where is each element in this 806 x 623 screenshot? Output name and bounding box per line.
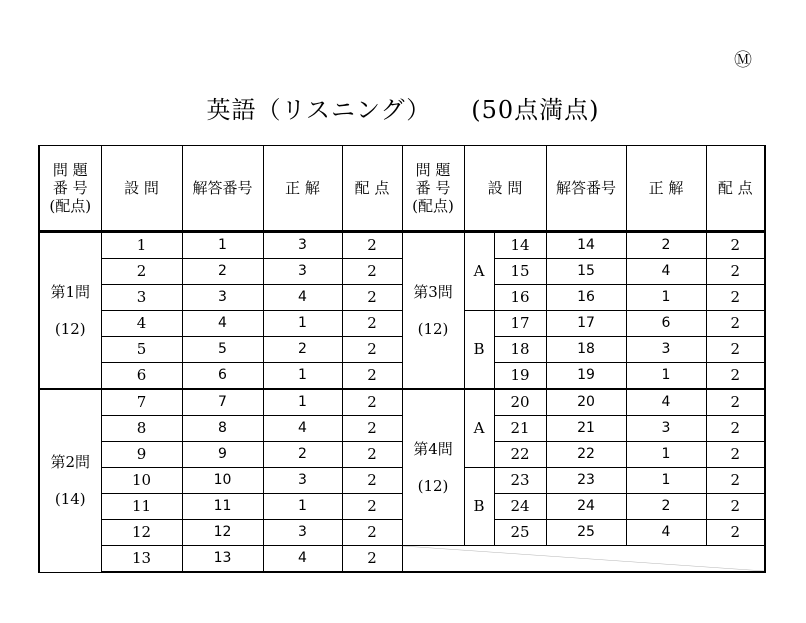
answer-number: 6 [182,363,263,390]
question-number: 6 [101,363,182,390]
question-number: 9 [101,442,182,468]
answer-number: 7 [182,389,263,416]
header-points-right: 配 点 [706,146,765,232]
correct-answer: 3 [263,520,342,546]
question-number: 24 [494,494,546,520]
header-points: 配 点 [342,146,402,232]
header-correct-right: 正 解 [626,146,706,232]
correct-answer: 4 [626,389,706,416]
question-number: 2 [101,259,182,285]
question-number: 13 [101,546,182,573]
correct-answer: 3 [263,259,342,285]
correct-answer: 3 [263,232,342,259]
question-number: 22 [494,442,546,468]
points: 2 [342,311,402,337]
answer-number: 19 [546,363,626,390]
points: 2 [706,389,765,416]
correct-answer: 2 [626,232,706,259]
question-number: 1 [101,232,182,259]
correct-answer: 1 [626,468,706,494]
question-number: 3 [101,285,182,311]
points: 2 [706,468,765,494]
points: 2 [342,232,402,259]
header-problem-right: 問 題 番 号 (配点) [402,146,464,232]
header-question: 設 問 [101,146,182,232]
correct-answer: 1 [263,494,342,520]
sub-part: B [464,468,494,546]
question-number: 18 [494,337,546,363]
question-number: 8 [101,416,182,442]
correct-answer: 4 [626,520,706,546]
empty-diagonal-cell [402,546,765,573]
question-number: 20 [494,389,546,416]
answer-number: 18 [546,337,626,363]
answer-number: 9 [182,442,263,468]
table-row [39,389,765,416]
points: 2 [706,259,765,285]
answer-key-table [38,145,766,573]
answer-number: 24 [546,494,626,520]
answer-number: 17 [546,311,626,337]
question-number: 12 [101,520,182,546]
group-1: 第1問 (12) [39,232,101,390]
question-number: 23 [494,468,546,494]
correct-answer: 2 [263,337,342,363]
answer-number: 15 [546,259,626,285]
answer-number: 12 [182,520,263,546]
question-number: 16 [494,285,546,311]
correct-answer: 3 [263,468,342,494]
points: 2 [342,363,402,390]
correct-answer: 1 [263,311,342,337]
sub-part: A [464,232,494,311]
correct-answer: 1 [626,285,706,311]
points: 2 [706,337,765,363]
correct-answer: 2 [626,494,706,520]
answer-number: 21 [546,416,626,442]
answer-number: 2 [182,259,263,285]
question-number: 5 [101,337,182,363]
question-number: 4 [101,311,182,337]
points: 2 [706,442,765,468]
points: 2 [706,416,765,442]
header-question-right: 設 問 [464,146,546,232]
answer-number: 20 [546,389,626,416]
correct-answer: 4 [626,259,706,285]
group-2: 第2問 (14) [39,389,101,572]
correct-answer: 2 [263,442,342,468]
subject-title: 英語（リスニング） [206,96,432,124]
header-answer-no-right: 解答番号 [546,146,626,232]
page-title [0,90,806,125]
points: 2 [706,285,765,311]
question-number: 25 [494,520,546,546]
group-4: 第4問 (12) [402,389,464,546]
table-row [39,546,765,573]
header-correct: 正 解 [263,146,342,232]
answer-number: 8 [182,416,263,442]
answer-number: 1 [182,232,263,259]
points: 2 [342,468,402,494]
sub-part: A [464,389,494,468]
question-number: 17 [494,311,546,337]
points: 2 [342,285,402,311]
header-answer-no: 解答番号 [182,146,263,232]
total-score: (50点満点) [471,96,600,124]
correct-answer: 4 [263,285,342,311]
correct-answer: 6 [626,311,706,337]
question-number: 7 [101,389,182,416]
answer-number: 23 [546,468,626,494]
points: 2 [342,416,402,442]
answer-number: 11 [182,494,263,520]
answer-number: 5 [182,337,263,363]
points: 2 [342,389,402,416]
points: 2 [342,546,402,573]
header-problem: 問 題 番 号 (配点) [39,146,101,232]
points: 2 [706,363,765,390]
correct-answer: 1 [626,442,706,468]
answer-number: 25 [546,520,626,546]
points: 2 [342,494,402,520]
correct-answer: 1 [263,389,342,416]
question-number: 21 [494,416,546,442]
answer-number: 10 [182,468,263,494]
table-row [39,232,765,259]
question-number: 11 [101,494,182,520]
correct-answer: 4 [263,416,342,442]
points: 2 [706,311,765,337]
question-number: 10 [101,468,182,494]
version-mark: Ⓜ [734,50,752,71]
correct-answer: 1 [263,363,342,390]
points: 2 [342,520,402,546]
correct-answer: 3 [626,337,706,363]
points: 2 [706,232,765,259]
question-number: 19 [494,363,546,390]
group-3: 第3問 (12) [402,232,464,390]
sub-part: B [464,311,494,390]
answer-number: 22 [546,442,626,468]
answer-number: 13 [182,546,263,573]
correct-answer: 3 [626,416,706,442]
points: 2 [342,337,402,363]
correct-answer: 4 [263,546,342,573]
points: 2 [706,494,765,520]
points: 2 [342,259,402,285]
question-number: 15 [494,259,546,285]
question-number: 14 [494,232,546,259]
answer-number: 16 [546,285,626,311]
answer-number: 3 [182,285,263,311]
answer-number: 4 [182,311,263,337]
points: 2 [342,442,402,468]
answer-number: 14 [546,232,626,259]
points: 2 [706,520,765,546]
correct-answer: 1 [626,363,706,390]
